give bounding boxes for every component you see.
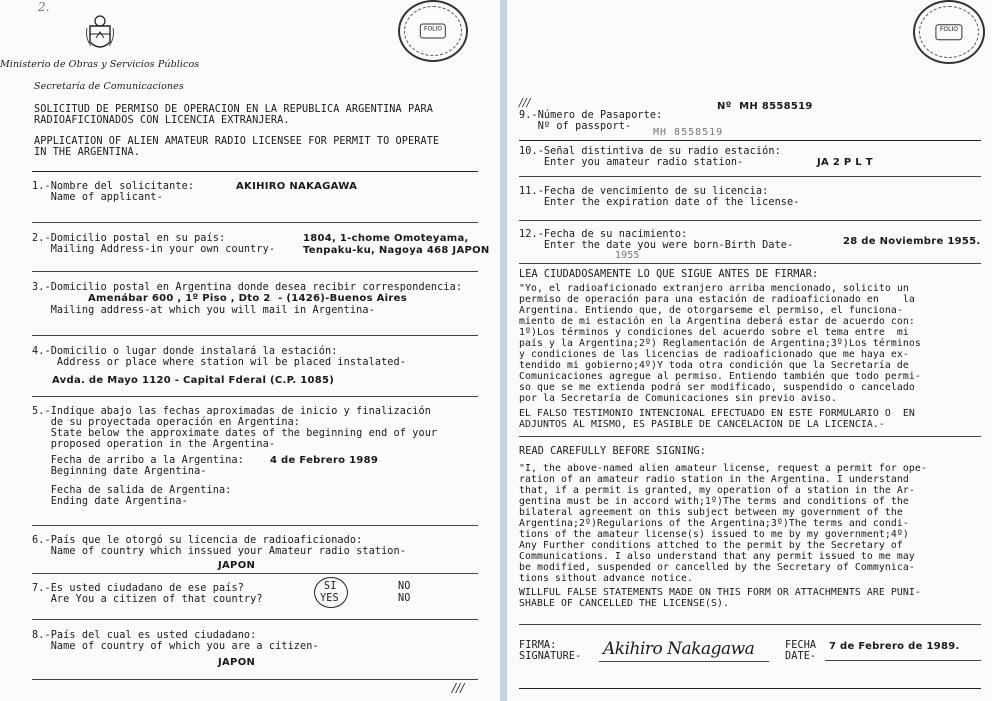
q5-arrival-label-english: Beginning date Argentina- (32, 466, 207, 477)
q5-arrival-label: Fecha de arribo a la Argentina: (32, 455, 244, 466)
q9-label: 9.-Número de Pasaporte: Nº of passport- (519, 110, 663, 132)
divider (519, 624, 981, 625)
q9-answer: Nº MH 8558519 (717, 101, 813, 112)
divider (32, 271, 478, 272)
q8-label: 8.-País del cual es usted ciudadano: Name of country of which you are a citizen- (32, 630, 319, 652)
fecha-label: FECHA DATE- (785, 640, 817, 662)
secretaria-name: Secretaría de Comunicaciones (34, 81, 184, 92)
divider (32, 396, 478, 397)
firma-label: FIRMA: SIGNATURE- (519, 640, 582, 662)
q5-departure-label: Fecha de salida de Argentina: Ending date Argentina- (50, 485, 232, 507)
declaration-spanish: "Yo, el radioaficionado extranjero arriba mencionado, solicito un permiso de operación para una estación de radioaficionado en la Argentina. Entiendo que, de otorgarseme el permiso, el funciona- miento de mi estación en la Argentina deberá estar de acuerdo con: 1º)Los términos y condiciones del acuerdo sobre el tema entre mi país y la Argentina;2º) Reglamentación de Argentina;3º)Los términos y condiciones de las licencias de radioaficionado que me haya ex- tendido mi gobierno;4º)Y toda otra condición que la Secretaría de Comunicaciones agregue al permiso. Entiendo también que todo permi- so que se me extienda podrá ser modificado, suspendido o cancelado por la Secretaría de Comunicaciones sin previo aviso. (519, 283, 921, 404)
q4-label: 4.-Domicilio o lugar donde instalará la estación: Address or place where station wil be placed instalated- (32, 346, 407, 368)
divider (519, 263, 981, 264)
q1-label: 1.-Nombre del solicitante: Name of applicant- (32, 181, 195, 203)
folio-stamp: FOLIO (398, 0, 468, 62)
divider (32, 679, 478, 680)
right-page (507, 0, 992, 701)
q3-label: 3.-Domicilio postal en Argentina donde desea recibir correspondencia: (32, 282, 463, 293)
divider (32, 222, 478, 223)
q12-label: 12.-Fecha de su nacimiento: Enter the date you were born-Birth Date- (519, 229, 794, 251)
date-line (825, 660, 981, 661)
q4-answer: Avda. de Mayo 1120 - Capital Fderal (C.P. 1085) (52, 375, 335, 386)
q7-label: 7.-Es usted ciudadano de ese país? Are You a citizen of that country? (32, 583, 263, 605)
divider (32, 335, 478, 336)
divider (32, 619, 478, 620)
divider (32, 573, 478, 574)
q6-answer: JAPON (218, 560, 256, 571)
page-continuation-mark: /// (452, 681, 465, 695)
q8-answer: JAPON (218, 657, 256, 668)
date-answer: 7 de Febrero de 1989. (829, 641, 960, 652)
yes-circle-mark (314, 577, 348, 608)
warning-english: WILLFUL FALSE STATEMENTS MADE ON THIS FORM OR ATTACHMENTS ARE PUNI- SHABLE OF CANCELLED THE LICENSE(S). (519, 587, 921, 609)
declaration-english: "I, the above-named alien amateur license, request a permit for ope- ration of an amateur radio station in the Argentina. I understand that, if a permit is granted, my operation of a station in the Ar- gentina must be in accord with;1º)The terms and conditions of the bilateral agreement on this subject between my government of the Argentina;2º)Regularions of the Argentina;3º)The terms and condi- tions of the amateur license(s) issued to me by my government;4º) Any Further conditions attched to the permit by the Secretary of Communications. I also understand that any permit issued to me may be modified, suspended or cancelled by the Secretary of Commynica- tions sithout advance notice. (519, 463, 927, 584)
ministry-name: Ministerio de Obras y Servicios Públicos (0, 59, 200, 70)
divider (32, 525, 478, 526)
q7-no-en: NO (398, 593, 411, 604)
q3-label-english: Mailing address-at which you will mail in Argentina- (32, 305, 375, 316)
q2-answer-line2: Tenpaku-ku, Nagoya 468 JAPON (303, 245, 490, 256)
divider (32, 171, 478, 172)
signature-line (599, 661, 769, 662)
divider (519, 176, 981, 177)
warning-spanish: EL FALSO TESTIMONIO INTENCIONAL EFECTUADO EN ESTE FORMULARIO O EN ADJUNTOS AL MISMO, ES PASIBLE DE CANCELACION DE LA LICENCIA.- (519, 408, 915, 430)
signature: Akihiro Nakagawa (603, 639, 755, 659)
divider (519, 140, 981, 141)
folio-stamp: FOLIO (913, 0, 985, 64)
q12-handwritten: 1955 (615, 250, 640, 261)
coat-of-arms-icon (85, 14, 115, 54)
divider (519, 436, 981, 437)
q12-answer: 28 de Noviembre 1955. (843, 236, 981, 247)
q2-label: 2.-Domicilio postal en su país: Mailing Address-in your own country- (32, 233, 276, 255)
q9-handwritten: MH 8558519 (653, 127, 724, 138)
q7-yes-es: SI (324, 581, 337, 592)
q5-label: 5.-Indique abajo las fechas aproximadas de inicio y finalización de su proyectada operación en Argentina: State below the approximate dates of the beginning end of your proposed operation in the Argentina- (32, 406, 438, 450)
q6-label: 6.-País que le otorgó su licencia de radioaficionado: Name of country which inssued your Amateur radio station- (32, 535, 407, 557)
read-heading-english: READ CAREFULLY BEFORE SIGNING: (519, 446, 707, 457)
corner-note: 2. (38, 0, 50, 14)
q5-arrival-answer: 4 de Febrero 1989 (270, 455, 379, 466)
title-english: APPLICATION OF ALIEN AMATEUR RADIO LICENSEE FOR PERMIT TO OPERATE IN THE ARGENTINA. (34, 136, 440, 158)
q7-yes-en: YES (320, 593, 339, 604)
q7-no-es: NO (398, 581, 411, 592)
divider (519, 220, 981, 221)
q3-answer: Amenábar 600 , 1º Piso , Dto 2 - (1426)-Buenos Aires (88, 293, 407, 304)
read-heading-spanish: LEA CIUDADOSAMENTE LO QUE SIGUE ANTES DE FIRMAR: (519, 269, 819, 280)
q11-label: 11.-Fecha de vencimiento de su licencia: Enter the expiration date of the license- (519, 186, 800, 208)
title-spanish: SOLICITUD DE PERMISO DE OPERACION EN LA REPUBLICA ARGENTINA PARA RADIOAFICIONADOS CON LICENCIA EXTRANJERA. (34, 104, 433, 126)
q1-answer: AKIHIRO NAKAGAWA (236, 181, 358, 192)
page-gutter (500, 0, 507, 701)
q10-answer: JA 2 P L T (817, 157, 873, 168)
page-continuation-mark: /// (519, 96, 531, 109)
q10-label: 10.-Señal distintiva de su radio estación: Enter you amateur radio station- (519, 146, 781, 168)
divider (519, 688, 981, 689)
q2-answer-line1: 1804, 1-chome Omoteyama, (303, 233, 469, 244)
